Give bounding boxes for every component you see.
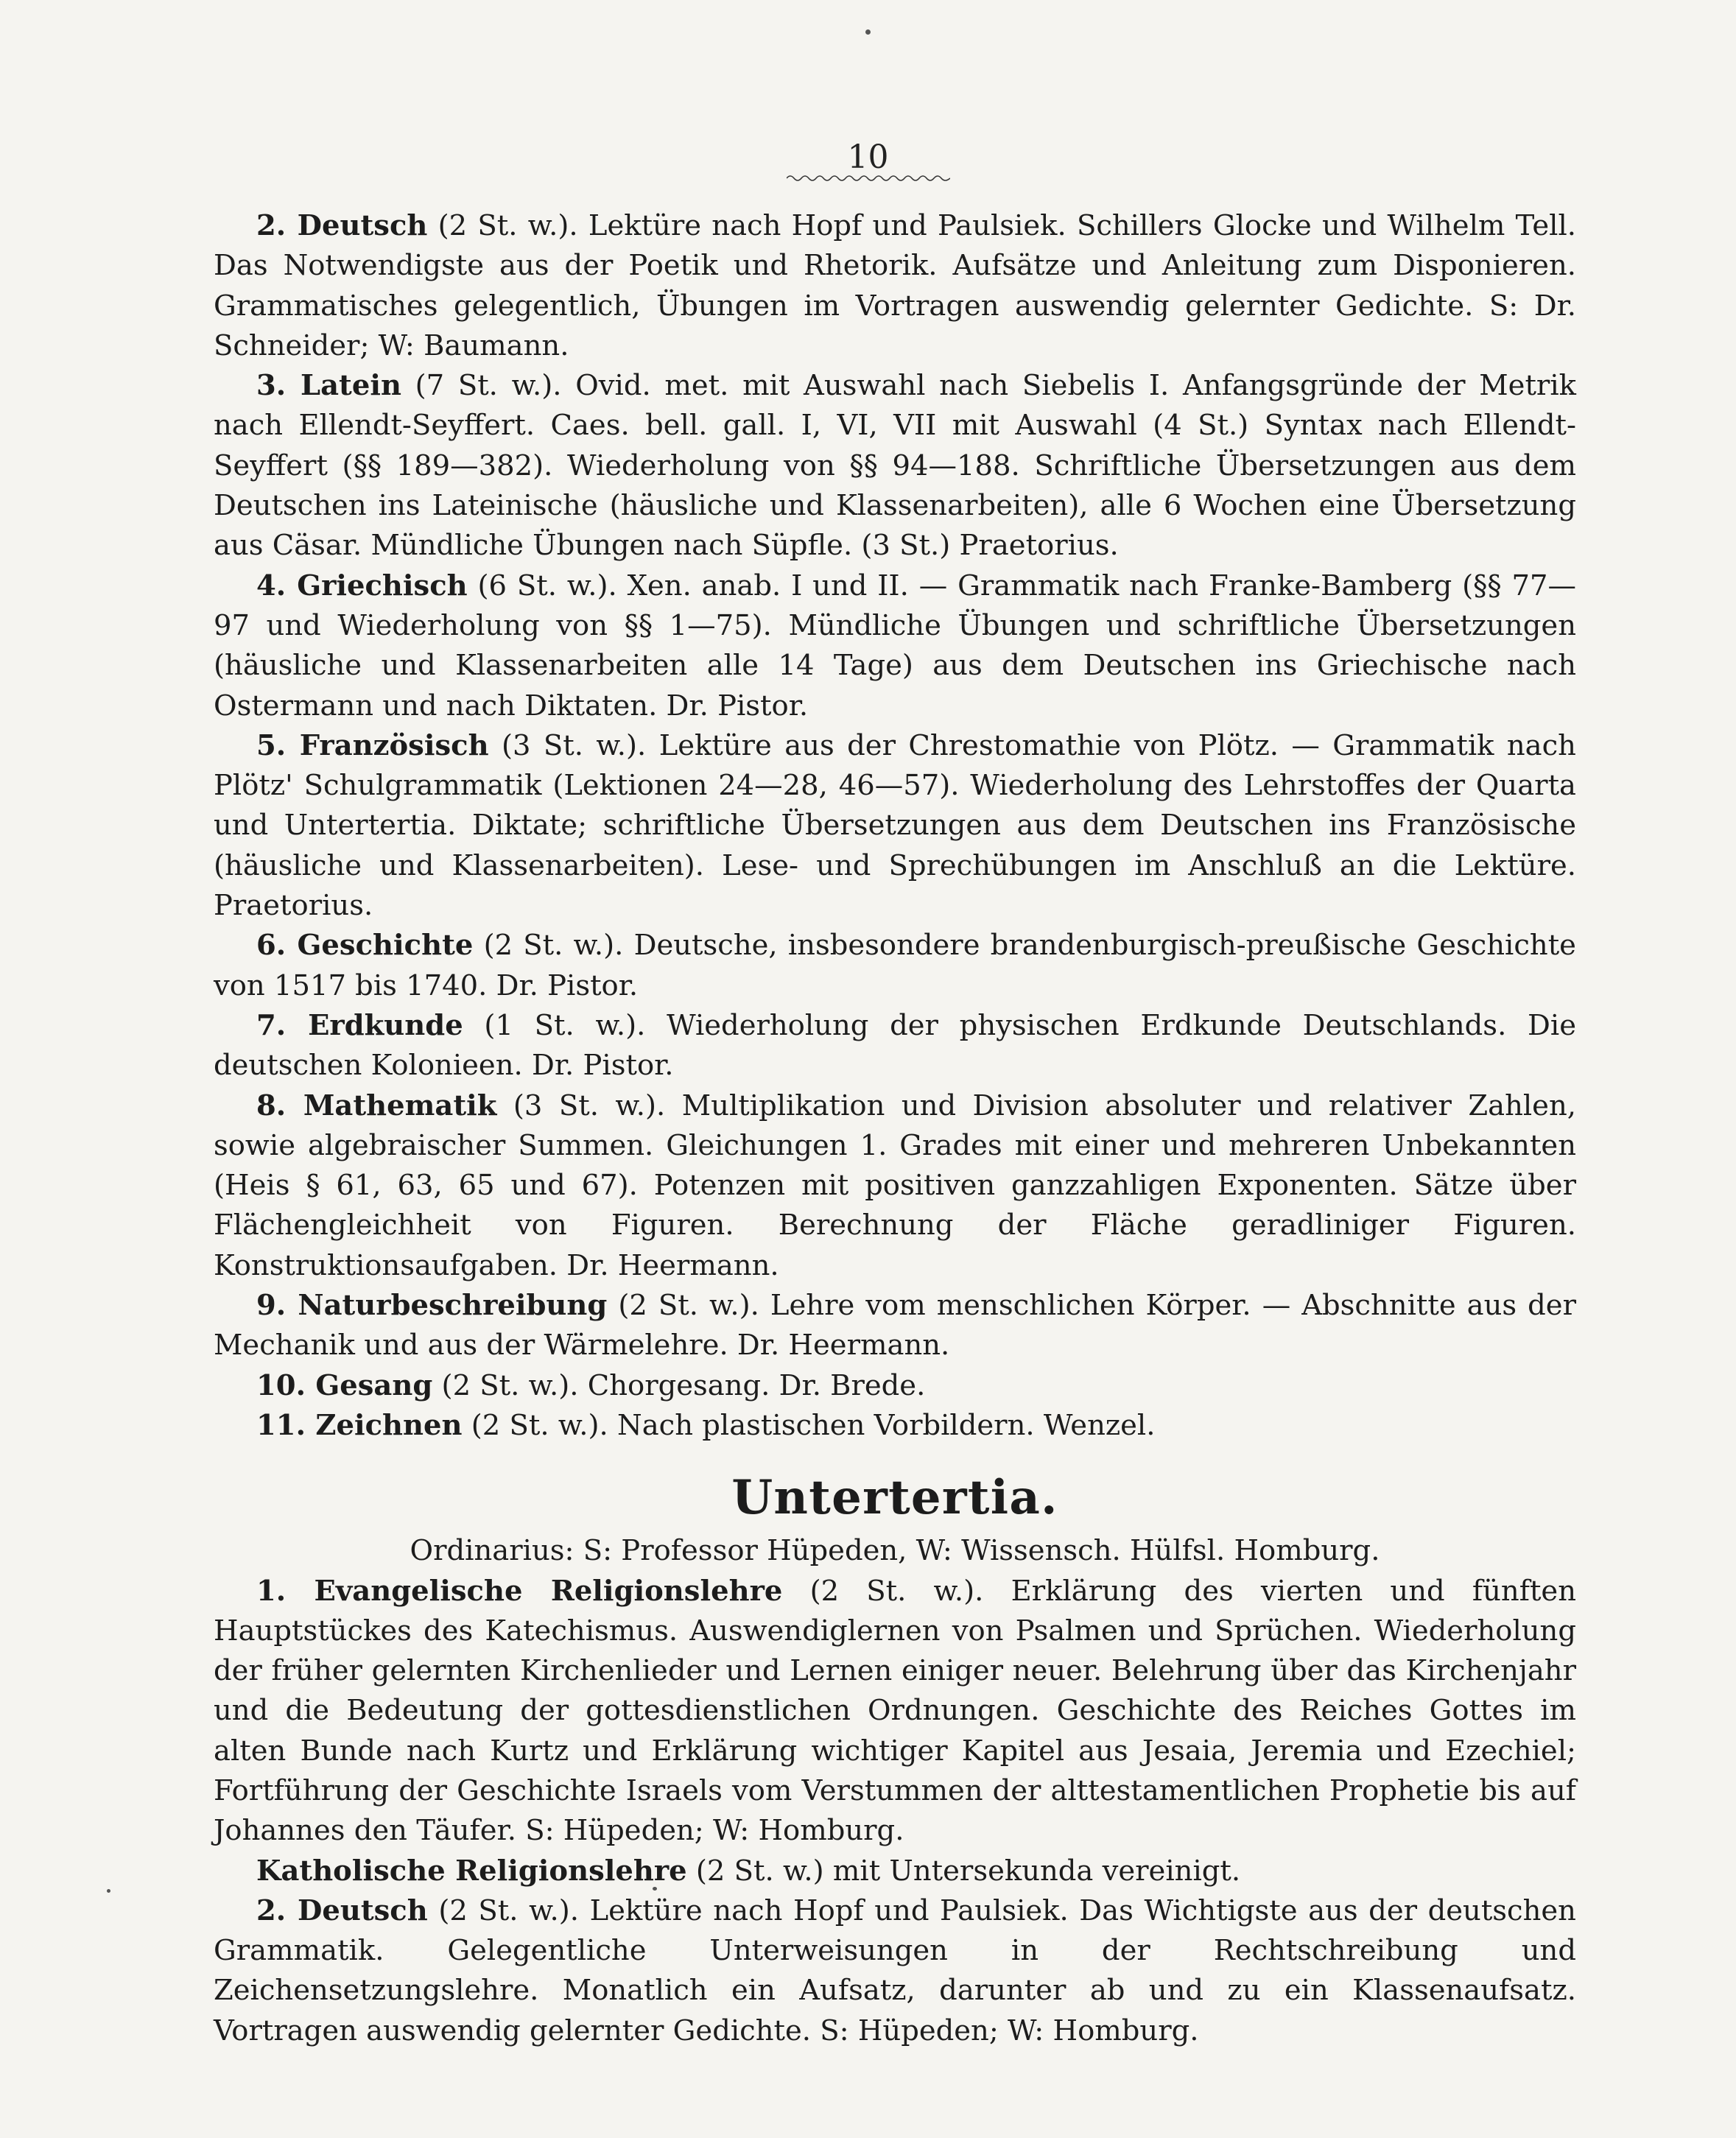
ordinarius-line: Ordinarius: S: Professor Hüpeden, W: Wissensch. Hülfsl. Homburg. — [410, 1534, 1380, 1568]
section-text: Chorgesang. Dr. Brede. — [587, 1368, 926, 1402]
section-text: Lektüre aus der Chrestomathie von Plötz. — Grammatik nach Plötz' Schulgrammatik (Lektionen 24—28, 46—57). Wiederholung des Lehrstoffes der Quarta und Untertertia. Diktate; schriftliche Übersetzungen aus dem Deutschen ins Französische (häusliche und Klassenarbeiten). Lese- und Sprechübungen im Anschluß an die Lektüre. Praetorius. — [214, 728, 1576, 923]
hours-label: (2 St. w.). — [438, 1893, 579, 1927]
hours-label: (7 St. w.). — [415, 369, 562, 403]
hours-label: (2 St. w.). — [441, 1368, 579, 1402]
subject-label: 5. Französisch — [256, 728, 489, 762]
subject-label: 10. Gesang — [256, 1368, 433, 1402]
subject-label: 1. Evangelische Religionslehre — [256, 1574, 783, 1608]
section-text: Nach plastischen Vorbildern. Wenzel. — [617, 1408, 1156, 1442]
hours-label: (3 St. w.). — [502, 728, 647, 762]
section-paragraph — [214, 566, 1576, 726]
hours-label: (2 St. w.). — [437, 209, 578, 242]
hours-label: (2 St. w.). — [809, 1574, 984, 1608]
section-paragraph — [214, 366, 1576, 566]
section-text: Lektüre nach Hopf und Paulsiek. Schillers Glocke und Wilhelm Tell. Das Notwendigste aus der Poetik und Rhetorik. Aufsätze und Anleitung zum Disponieren. Grammatisches gelegentlich, Übungen im Vortragen auswendig gelernter Gedichte. S: Dr. Schneider; W: Baumann. — [214, 209, 1576, 362]
page-number: 10 — [847, 138, 889, 176]
hours-label: (2 St. w.). — [483, 929, 624, 963]
body-text — [214, 206, 1576, 2051]
section-text: Deutsche, insbesondere brandenburgisch-preußische Geschichte von 1517 bis 1740. Dr. Pistor. — [214, 929, 1576, 1002]
subject-label: 2. Deutsch — [256, 209, 428, 242]
hours-label: (3 St. w.). — [513, 1089, 666, 1122]
hours-label: (1 St. w.). — [484, 1008, 646, 1042]
subject-label: 9. Naturbeschreibung — [256, 1289, 608, 1323]
section-paragraph — [214, 1572, 1576, 1852]
section-paragraph — [214, 1006, 1576, 1086]
section-text: Wiederholung der physischen Erdkunde Deutschlands. Die deutschen Kolonieen. Dr. Pistor. — [214, 1008, 1576, 1083]
hours-label: (2 St. w.) — [695, 1854, 824, 1888]
section-text: mit Untersekunda vereinigt. — [832, 1854, 1241, 1888]
section-paragraph — [214, 1891, 1576, 2051]
hours-label: (6 St. w.). — [477, 569, 617, 602]
subject-label: 7. Erdkunde — [256, 1008, 463, 1042]
hours-label: (2 St. w.). — [471, 1408, 608, 1442]
section-paragraph — [214, 1086, 1576, 1286]
section-text: Lektüre nach Hopf und Paulsiek. Das Wichtigste aus der deutschen Grammatik. Gelegentliche Unterweisungen in der Rechtschreibung und Zeichensetzungslehre. Monatlich ein Aufsatz, darunter ab und zu ein Klassenaufsatz. Vortragen auswendig gelernter Gedichte. S: Hüpeden; W: Homburg. — [214, 1893, 1576, 2047]
section-paragraph — [214, 726, 1576, 926]
section-text: Erklärung des vierten und fünften Hauptstückes des Katechismus. Auswendiglernen von Psalmen und Sprüchen. Wiederholung der früher gelernten Kirchenlieder und Lernen einiger neuer. Belehrung über das Kirchenjahr und die Bedeutung der gottesdienstlichen Ordnungen. Geschichte des Reiches Gottes im alten Bunde nach Kurtz und Erklärung wichtiger Kapitel aus Jesaia, Jeremia und Ezechiel; Fortführung der Geschichte Israels vom Verstummen der alttestamentlichen Prophetie bis auf Johannes den Täufer. S: Hüpeden; W: Homburg. — [214, 1574, 1576, 1848]
section-paragraph — [214, 1406, 1576, 1446]
hours-label: (2 St. w.). — [618, 1289, 759, 1323]
ornament-rule — [787, 174, 950, 183]
section-paragraph — [214, 926, 1576, 1006]
subject-label: 6. Geschichte — [256, 929, 474, 963]
section-text: Lehre vom menschlichen Körper. — Abschnitte aus der Mechanik und aus der Wärmelehre. Dr. Heermann. — [214, 1289, 1576, 1362]
subject-label: 11. Zeichnen — [256, 1408, 463, 1442]
section-heading: Untertertia. — [731, 1470, 1058, 1526]
section-paragraph — [214, 1366, 1576, 1406]
speck-mark — [865, 29, 871, 35]
subject-label: 8. Mathematik — [256, 1089, 497, 1122]
subject-label: 4. Griechisch — [256, 569, 468, 602]
section-text: Ovid. met. mit Auswahl nach Siebelis I. Anfangsgründe der Metrik nach Ellendt-Seyffert. Caes. bell. gall. I, VI, VII mit Auswahl (4 St.) Syntax nach Ellendt-Seyffert (§§ 189—382). Wiederholung von §§ 94—188. Schriftliche Übersetzungen aus dem Deutschen ins Lateinische (häusliche und Klassenarbeiten), alle 6 Wochen eine Übersetzung aus Cäsar. Mündliche Übungen nach Süpfle. (3 St.) Praetorius. — [214, 369, 1576, 563]
section-text: Xen. anab. I und II. — Grammatik nach Franke-Bamberg (§§ 77—97 und Wiederholung von §§ 1—75). Mündliche Übungen und schriftliche Übersetzungen (häusliche und Klassenarbeiten alle 14 Tage) aus dem Deutschen ins Griechische nach Ostermann und nach Diktaten. Dr. Pistor. — [214, 569, 1577, 722]
subject-label: 3. Latein — [256, 369, 401, 403]
subject-label: Katholische Religionslehre — [256, 1854, 687, 1888]
section-paragraph — [214, 206, 1576, 366]
speck-mark — [107, 1889, 110, 1893]
section-paragraph — [214, 1852, 1576, 1891]
section-text: Multiplikation und Division absoluter und relativer Zahlen, sowie algebraischer Summen. Gleichungen 1. Grades mit einer und mehreren Unbekannten (Heis § 61, 63, 65 und 67). Potenzen mit positiven ganzzahligen Exponenten. Sätze über Flächengleichheit von Figuren. Berechnung der Fläche geradliniger Figuren. Konstruktionsaufgaben. Dr. Heermann. — [214, 1089, 1577, 1282]
section-paragraph — [214, 1286, 1576, 1366]
subject-label: 2. Deutsch — [256, 1893, 428, 1927]
